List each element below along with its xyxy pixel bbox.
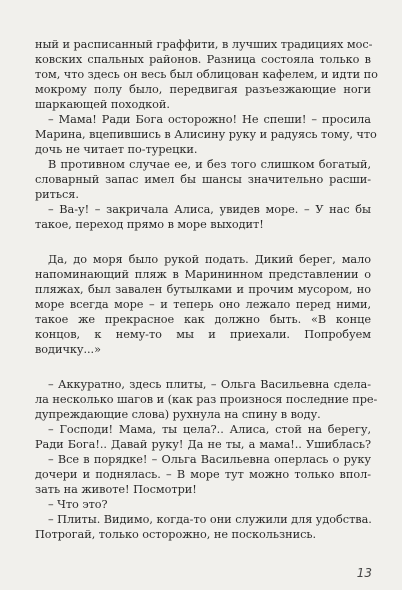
text-line: – Мама! Ради Бога осторожно! Не спеши! – просила <box>48 113 371 126</box>
text-line: В противном случае ее, и без того слишком богатый, <box>48 158 371 171</box>
text-line: словарный запас имел бы шансы значительно расши- <box>35 173 371 186</box>
text-line: такое же прекрасное как должно быть. «В конце <box>35 313 371 326</box>
text-line: напоминающий пляж в Марининном представлении о <box>35 268 371 281</box>
text-line: риться. <box>35 188 79 201</box>
text-line: дочери и поднялась. – В море тут можно только впол- <box>35 468 371 481</box>
text-line: такое, переход прямо в море выходит! <box>35 218 264 231</box>
text-line: Марина, вцепившись в Алисину руку и радуясь тому, что <box>35 128 377 141</box>
text-line: Ради Бога!.. Давай руку! Да не ты, а мама!.. Ушиблась? <box>35 438 371 451</box>
text-line: концов, к нему-то мы и приехали. Попробуем <box>35 328 371 341</box>
text-line: том, что здесь он весь был облицован кафелем, и идти по <box>35 68 378 81</box>
text-line: мокрому полу было, передвигая разъезжающие ноги <box>35 83 371 96</box>
text-line: ный и расписанный граффити, в лучших традициях мос- <box>35 38 373 51</box>
text-line: ла несколько шагов и (как раз произнося последние пре- <box>35 393 378 406</box>
text-line: – Все в порядке! – Ольга Васильевна оперлась о руку <box>48 453 371 466</box>
page-number: 13 <box>356 566 372 580</box>
text-line: – Аккуратно, здесь плиты, – Ольга Васильевна сдела- <box>48 378 371 391</box>
text-line: пляжах, был завален бутылками и прочим мусором, но <box>35 283 371 296</box>
text-line: водичку...» <box>35 343 101 356</box>
text-line: – Плиты. Видимо, когда-то они служили для удобства. <box>48 513 372 526</box>
text-line: море всегда море – и теперь оно лежало перед ними, <box>35 298 371 311</box>
text-line: шаркающей походкой. <box>35 98 170 111</box>
text-line: Потрогай, только осторожно, не поскользнись. <box>35 528 316 541</box>
text-line: – Ва-у! – закричала Алиса, увидев море. – У нас бы <box>48 203 371 216</box>
text-line: зать на животе! Посмотри! <box>35 483 197 496</box>
text-line: Да, до моря было рукой подать. Дикий берег, мало <box>48 253 371 266</box>
text-line: дупреждающие слова) рухнула на спину в воду. <box>35 408 321 421</box>
text-line: ковских спальных районов. Разница состояла только в <box>35 53 371 66</box>
text-line: – Господи! Мама, ты цела?.. Алиса, стой на берегу, <box>48 423 371 436</box>
text-line: дочь не читает по-турецки. <box>35 143 198 156</box>
text-line: – Что это? <box>48 498 108 511</box>
